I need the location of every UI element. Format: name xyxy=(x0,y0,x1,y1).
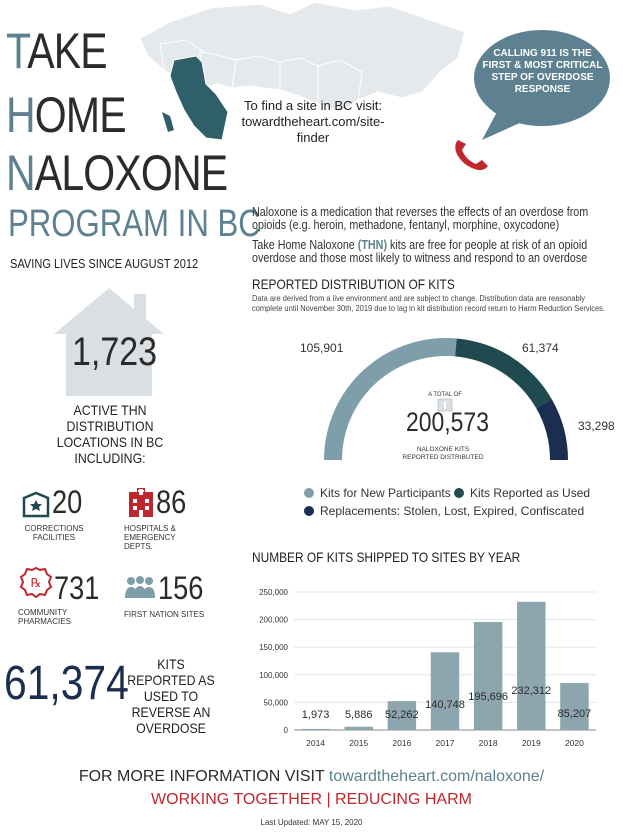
thn-abbrev: (THN) xyxy=(357,238,388,252)
y-tick-label: 200,000 xyxy=(259,615,288,625)
intro-paragraph-1: Naloxone is a medication that reverses the effects of an overdose from opioids (e.g. heroin, methadone, fentanyl, morphine, oxycodone) xyxy=(252,205,589,232)
reversal-value: 61,374 xyxy=(4,657,129,710)
x-tick-label: 2018 xyxy=(478,738,498,748)
bar-value-label: 1,973 xyxy=(301,709,330,721)
y-tick-label: 0 xyxy=(283,726,288,735)
donut-total-suffix: NALOXONE KITS REPORTED DISTRIBUTED xyxy=(402,446,484,461)
callout-text: CALLING 911 IS THE FIRST & MOST CRITICAL STEP OF OVERDOSE RESPONSE xyxy=(482,48,603,95)
distribution-heading: REPORTED DISTRIBUTION OF KITS xyxy=(252,276,455,292)
donut-total-prefix: A TOTAL OF xyxy=(428,392,462,398)
title-line-naloxone: NALOXONE xyxy=(6,145,228,201)
x-tick-label: 2016 xyxy=(392,738,412,748)
donut-value-label: 61,374 xyxy=(522,341,559,355)
phone-icon xyxy=(452,136,492,172)
donut-slice xyxy=(536,399,568,460)
people-icon xyxy=(124,576,156,600)
site-finder-link[interactable]: towardtheheart.com/site-finder xyxy=(241,114,385,145)
bar-value-label: 232,312 xyxy=(511,685,552,698)
y-tick-label: 150,000 xyxy=(259,643,288,653)
legend-item-new: Kits for New Participants xyxy=(304,486,451,500)
footer-tagline: WORKING TOGETHER | REDUCING HARM xyxy=(151,791,472,808)
bar xyxy=(517,602,545,730)
yearly-bar-chart xyxy=(246,582,598,752)
donut-value-label: 105,901 xyxy=(300,341,344,355)
distribution-note: Data are derived from a live environment and are subject to change. Distribution data are reasonably complete until November 30th, 2019 due to lag in kit distribution record return to Harm Reduction Services. xyxy=(252,293,605,313)
reversal-label: KITS REPORTED AS USED TO REVERSE AN OVERDOSE xyxy=(127,656,215,736)
footer-naloxone-link[interactable]: towardtheheart.com/naloxone/ xyxy=(328,768,545,785)
yearly-heading: NUMBER OF KITS SHIPPED TO SITES BY YEAR xyxy=(252,549,521,565)
corrections-icon xyxy=(22,492,50,518)
hospitals-label: HOSPITALS & EMERGENCY DEPTS. xyxy=(124,524,176,551)
total-locations-label: ACTIVE THN DISTRIBUTION LOCATIONS IN BC INCLUDING: xyxy=(56,402,164,466)
bar-value-label: 5,886 xyxy=(344,709,373,721)
bar xyxy=(344,727,372,730)
total-locations-value: 1,723 xyxy=(72,330,158,374)
x-tick-label: 2020 xyxy=(564,738,584,748)
first-nation-value: 156 xyxy=(158,570,204,606)
footer-updated: Last Updated: MAY 15, 2020 xyxy=(260,818,363,827)
y-tick-label: 250,000 xyxy=(259,588,288,597)
y-tick-label: 50,000 xyxy=(263,698,288,708)
footer-more-info: FOR MORE INFORMATION VISIT towardtheheart.com/naloxone/ xyxy=(78,768,545,785)
bar-value-label: 140,748 xyxy=(425,699,465,712)
intro-paragraph-2: Take Home Naloxone (THN) kits are free for people at risk of an opioid overdose and those most likely to witness and respond to an overdose xyxy=(252,238,588,265)
x-tick-label: 2014 xyxy=(306,738,326,748)
x-tick-label: 2019 xyxy=(521,738,541,748)
title-line-home: HOME xyxy=(6,87,126,143)
site-finder-label: To find a site in BC visit: xyxy=(244,98,382,113)
y-tick-label: 100,000 xyxy=(259,670,288,680)
bar xyxy=(431,652,459,730)
hospitals-value: 86 xyxy=(156,484,187,520)
bar-value-label: 85,207 xyxy=(557,707,592,720)
pharmacies-label: COMMUNITY PHARMACIES xyxy=(18,608,71,626)
saving-lives-subtitle: SAVING LIVES SINCE AUGUST 2012 xyxy=(10,256,199,271)
bar-value-label: 52,262 xyxy=(385,709,419,721)
program-title: PROGRAM IN BC xyxy=(8,203,261,245)
bar xyxy=(474,622,502,730)
hospital-icon xyxy=(128,488,154,518)
pharmacies-value: 731 xyxy=(54,570,100,606)
donut-value-label: 33,298 xyxy=(578,419,615,433)
corrections-value: 20 xyxy=(52,484,83,520)
bar xyxy=(301,729,329,730)
title-line-take: TAKE xyxy=(6,23,107,79)
x-tick-label: 2017 xyxy=(435,738,455,748)
bar-value-label: 195,696 xyxy=(468,690,509,703)
x-tick-label: 2015 xyxy=(349,738,369,748)
corrections-label: CORRECTIONS FACILITIES xyxy=(24,524,84,542)
bar xyxy=(560,683,588,730)
legend-item-replacements: Replacements: Stolen, Lost, Expired, Confiscated xyxy=(304,504,584,518)
donut-total-value: 200,573 xyxy=(406,407,489,437)
svg-text:℞: ℞ xyxy=(30,576,42,590)
first-nation-label: FIRST NATION SITES xyxy=(124,610,205,619)
legend-item-used: Kits Reported as Used xyxy=(454,486,590,500)
pharmacy-icon xyxy=(20,566,52,598)
